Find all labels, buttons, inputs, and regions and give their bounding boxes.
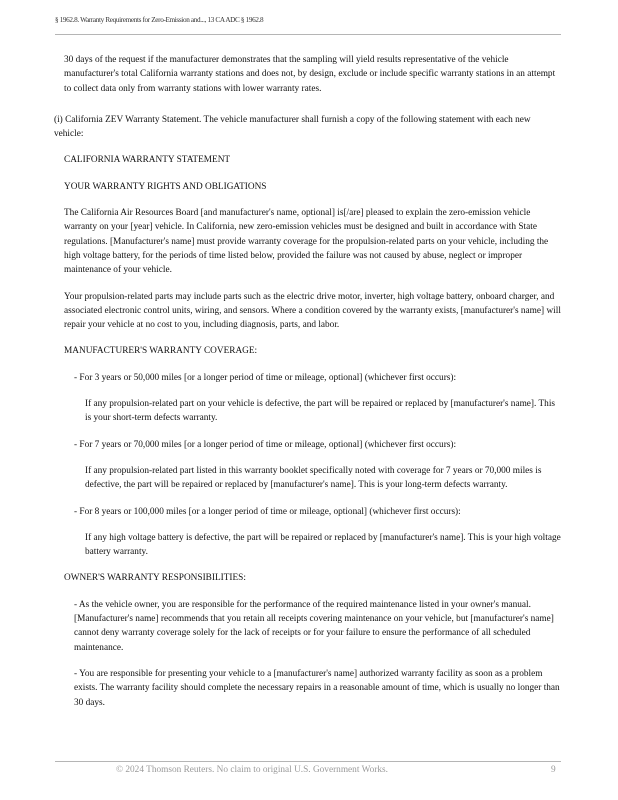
- document-body: [54, 53, 562, 710]
- rights-paragraph: The California Air Resources Board [and manufacturer's name, optional] is[/are] pleased to explain the zero-emission vehicle warranty on your [year] vehicle. In California, new zero-emission vehicles must be designed and built in accordance with State regulations. [Manufacturer's name] must provide warranty coverage for the propulsion-related parts on your vehicle, including the high voltage battery, for the periods of time listed below, provided the failure was not caused by abuse, neglect or improper maintenance of your vehicle.: [64, 208, 549, 276]
- owner-responsibility: - As the vehicle owner, you are responsible for the performance of the required maintenance listed in your owner's manual. [Manufacturer's name] recommends that you retain all receipts covering maintenance on your vehicle, but [manufacturer's name] cannot deny warranty coverage solely for the lack of receipts or for your failure to ensure the performance of all scheduled maintenance.: [74, 599, 554, 653]
- coverage-detail: If any propulsion-related part listed in this warranty booklet specifically noted with coverage for 7 years or 70,000 miles is defective, the part will be repaired or replaced by [manufacturer's name]. This is your long-term defects warranty.: [85, 465, 542, 491]
- coverage-term: - For 8 years or 100,000 miles [or a longer period of time or mileage, optional] (whichever first occurs):: [74, 506, 461, 517]
- footer-divider: [55, 761, 561, 762]
- rights-heading: YOUR WARRANTY RIGHTS AND OBLIGATIONS: [64, 181, 267, 192]
- page-number: 9: [551, 765, 556, 775]
- coverage-heading: MANUFACTURER'S WARRANTY COVERAGE:: [64, 346, 258, 357]
- section-i-paragraph: (i) California ZEV Warranty Statement. The vehicle manufacturer shall furnish a copy of the following statement with each new vehicle:: [54, 114, 531, 140]
- header-divider: [55, 34, 561, 35]
- coverage-detail: If any propulsion-related part on your vehicle is defective, the part will be repaired or replaced by [manufacturer's name]. This is your short-term defects warranty.: [85, 399, 556, 424]
- coverage-term: - For 7 years or 70,000 miles [or a longer period of time or mileage, optional] (whichever first occurs):: [74, 439, 457, 450]
- coverage-detail: If any high voltage battery is defective, the part will be repaired or replaced by [manufacturer's name]. This is your high voltage battery warranty.: [85, 532, 561, 558]
- statement-title: CALIFORNIA WARRANTY STATEMENT: [64, 155, 231, 166]
- owner-responsibility: - You are responsible for presenting your vehicle to a [manufacturer's name] authorized warranty facility as soon as a problem exists. The warranty facility should complete the necessary repairs in a reasonable amount of time, which is usually no longer than 30 days.: [74, 668, 560, 708]
- copyright-notice: © 2024 Thomson Reuters. No claim to original U.S. Government Works.: [116, 765, 388, 775]
- document-citation-header: § 1962.8. Warranty Requirements for Zero-Emission and..., 13 CA ADC § 1962.8: [55, 16, 264, 24]
- coverage-term: - For 3 years or 50,000 miles [or a longer period of time or mileage, optional] (whichever first occurs):: [74, 372, 457, 383]
- intro-paragraph: 30 days of the request if the manufacturer demonstrates that the sampling will yield results representative of the vehicle manufacturer's total California warranty stations and does not, by design, exclude or include specific warranty stations in an attempt to collect data only from warranty stations with lower warranty rates.: [64, 55, 556, 94]
- parts-paragraph: Your propulsion-related parts may include parts such as the electric drive motor, inverter, high voltage battery, onboard charger, and associated electronic control units, wiring, and sensors. Where a condition covered by the warranty exists, [manufacturer's name] will repair your vehicle at no cost to you, including diagnosis, parts, and labor.: [64, 291, 561, 331]
- owner-heading: OWNER'S WARRANTY RESPONSIBILITIES:: [64, 573, 246, 584]
